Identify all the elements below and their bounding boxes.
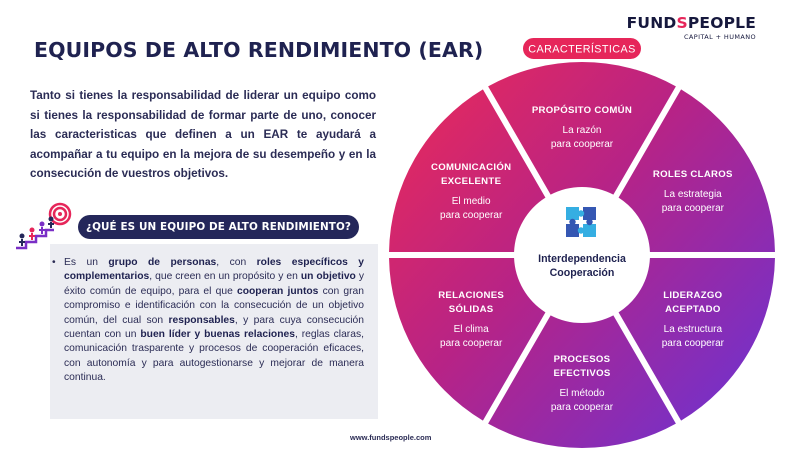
segment-title: EXCELENTE (441, 176, 502, 187)
segment-title: ROLES CLAROS (652, 169, 733, 180)
segment-subtitle: para cooperar (550, 402, 614, 413)
segment-title: EFECTIVOS (553, 368, 611, 379)
segment-title: COMUNICACIÓN (430, 162, 512, 173)
page-title: EQUIPOS DE ALTO RENDIMIENTO (EAR) (34, 38, 484, 62)
segment-title: LIDERAZGO (663, 290, 723, 301)
intro-paragraph: Tanto si tienes la responsabilidad de liderar un equipo como si tienes la responsabilidad de formar parte de uno, conocer las caracteristicas que definen a un EAR te ayudará a acompañar a tu equipo en la mejora de su desempeño y en la consecución de vuestros objetivos. (30, 89, 376, 180)
question-banner: ¿QUÉ ES UN EQUIPO DE ALTO RENDIMIENTO? (78, 215, 359, 239)
segment-subtitle: para cooperar (440, 338, 503, 349)
segment-subtitle: El medio (451, 196, 491, 207)
segment-subtitle: para cooperar (440, 210, 503, 221)
logo-tagline: CAPITAL + HUMANO (683, 33, 756, 41)
segment-subtitle: El clima (453, 324, 489, 335)
segment-subtitle: para cooperar (661, 338, 724, 349)
characteristics-tag-label: CARACTERÍSTICAS (528, 43, 636, 56)
segment-title: RELACIONES (438, 290, 505, 301)
segment-subtitle: El método (559, 388, 605, 399)
center-label-1: Interdependencia (538, 253, 626, 265)
segment-subtitle: para cooperar (661, 203, 724, 214)
segment-title: ACEPTADO (665, 304, 721, 315)
center-label-2: Cooperación (549, 267, 615, 279)
segment-subtitle: para cooperar (550, 139, 614, 150)
segment-subtitle: La razón (562, 125, 602, 136)
website-url: www.fundspeople.com (350, 433, 432, 442)
bullet-dot: • (52, 257, 56, 268)
definition-text: • Es un grupo de personas, con roles específicos y complementarios, que creen en un propósito y en un objetivo y éxito común de equipo, para el que cooperan juntos con gran compromiso e identificación con la consecución de un objetivo común, del cual son responsables, y para cuya consecución cuentan con un buen líder y buenas relaciones, reglas claras, comunicación trasparente y procesos de cooperación eficaces, con autonomía y para autogestionarse y mejorar de manera continua. (52, 257, 365, 384)
segment-title: PROPÓSITO COMÚN (531, 105, 633, 116)
segment-title: SÓLIDAS (448, 304, 494, 315)
segment-subtitle: La estrategia (663, 189, 722, 200)
segment-subtitle: La estructura (663, 324, 723, 335)
segment-title: PROCESOS (553, 354, 611, 365)
logo-wordmark: FUNDSPEOPLE (626, 14, 756, 32)
